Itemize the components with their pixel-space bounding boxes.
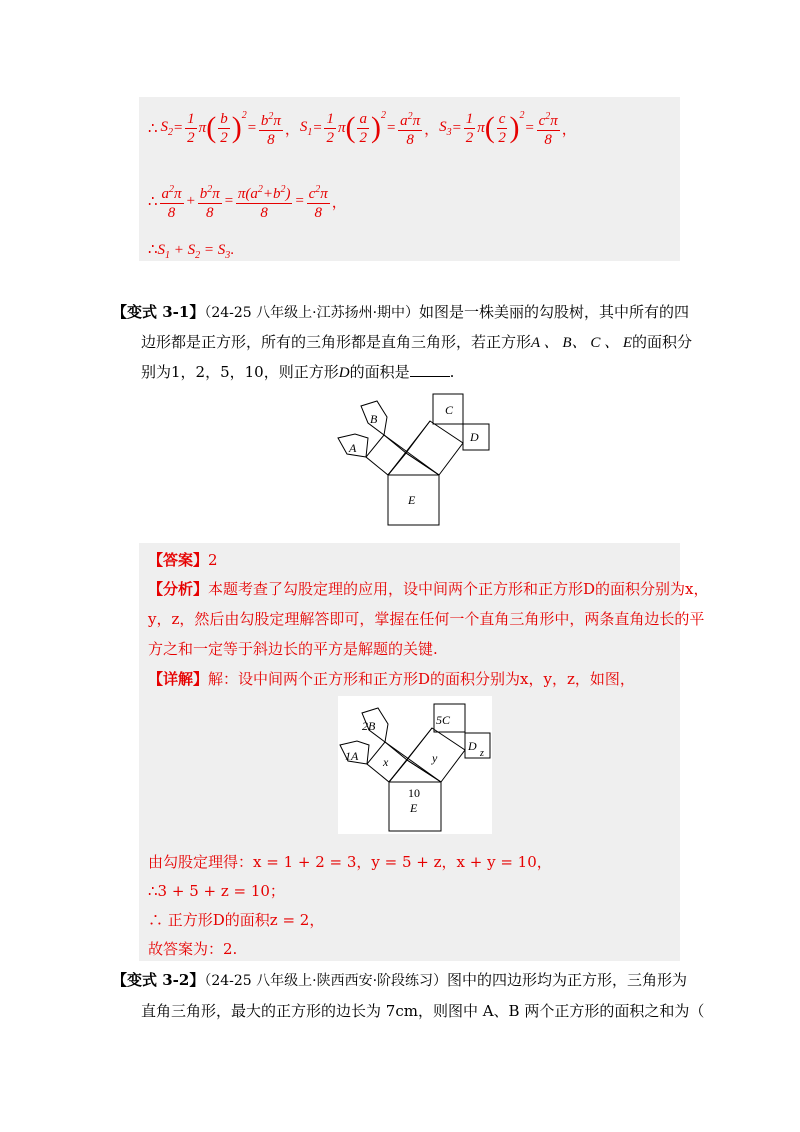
analysis-line1: 【分析】本题考查了勾股定理的应用，设中间两个正方形和正方形D的面积分别为x， bbox=[148, 580, 709, 598]
figure2-label-1a: 1A bbox=[345, 749, 359, 763]
step4-line: 故答案为：2. bbox=[148, 940, 238, 958]
answer-blank bbox=[410, 362, 450, 377]
question-31-line2: 边形都是正方形，所有的三角形都是直角三角形，若正方形A 、 B、 C 、 E的面积分 bbox=[141, 333, 693, 351]
sum-formula-line: ∴ $\frac{a^2\pi}{8}$ + $\frac{b^2\pi}{8}$ = $\frac{\pi(a^2+b^2)}{8}$ = $\frac{c^2\pi}{8}$ ， bbox=[148, 179, 347, 223]
figure2-label-5c: 5C bbox=[436, 713, 451, 727]
detail-line1: 【详解】解：设中间两个正方形和正方形D的面积分别为x，y，z，如图， bbox=[148, 670, 635, 688]
answer-line: 【答案】2 bbox=[148, 551, 218, 569]
figure2-label-x: x bbox=[383, 755, 389, 769]
figure2-label-e: E bbox=[410, 801, 418, 815]
figure2-label-10: 10 bbox=[408, 786, 420, 800]
pythagoras-tree-figure bbox=[335, 392, 495, 527]
figure1-label-c: C bbox=[445, 403, 454, 417]
step2-line: ∴3 + 5 + z = 10； bbox=[148, 882, 285, 900]
conclusion-line: $\therefore S_1 + S_2 = S_3$. bbox=[148, 242, 235, 261]
question-31-line3: 别为1，2，5，10，则正方形D的面积是 . bbox=[141, 363, 455, 381]
labeled-tree-figure bbox=[338, 696, 492, 834]
area-formula-line: ∴ $S_2$ = $\frac{1}{2}$ π ( $\frac{b}{2}$ ) $^2$ = $\frac{b^2\pi}{8}$ ， $S_1$ = $\frac{1}{2}$ π ( $\frac{a}{2}$ ) $^2$ = $\frac{a^2\pi}{8}$ ， $S_3$ = $\frac{1}{2}$ π ( $\frac{c}{2}$ ) $^2$ = $\frac{c^2\pi}{8}$ ， bbox=[148, 106, 577, 150]
figure1-label-d: D bbox=[470, 430, 479, 444]
question-32-line2: 直角三角形，最大的正方形的边长为 7cm，则图中 A、B 两个正方形的面积之和为（ bbox=[141, 1002, 705, 1020]
question-31-line1: 【变式 3-1】（24-25 八年级上·江苏扬州·期中）如图是一株美丽的勾股树，其中所有的四 bbox=[112, 303, 690, 321]
question-tag: 【变式 3-1】 bbox=[112, 303, 205, 321]
figure1-label-e: E bbox=[408, 493, 416, 507]
step3-line: ∴ 正方形D的面积z = 2， bbox=[148, 911, 325, 929]
analysis-line3: 方之和一定等于斜边长的平方是解题的关键. bbox=[148, 640, 438, 658]
figure2-label-z: z bbox=[480, 748, 484, 759]
analysis-line2: y，z，然后由勾股定理解答即可，掌握在任何一个直角三角形中，两条直角边长的平 bbox=[148, 610, 705, 628]
figure2-label-d: D bbox=[468, 739, 477, 753]
question-32-line1: 【变式 3-2】（24-25 八年级上·陕西西安·阶段练习）图中的四边形均为正方形，三角形为 bbox=[112, 971, 688, 989]
figure1-label-a: A bbox=[349, 441, 357, 455]
figure2-label-2b: 2B bbox=[362, 719, 376, 733]
figure1-label-b: B bbox=[370, 412, 378, 426]
figure2-label-y: y bbox=[432, 751, 438, 765]
step1-line: 由勾股定理得：x = 1 + 2 = 3，y = 5 + z，x + y = 10， bbox=[148, 853, 552, 871]
